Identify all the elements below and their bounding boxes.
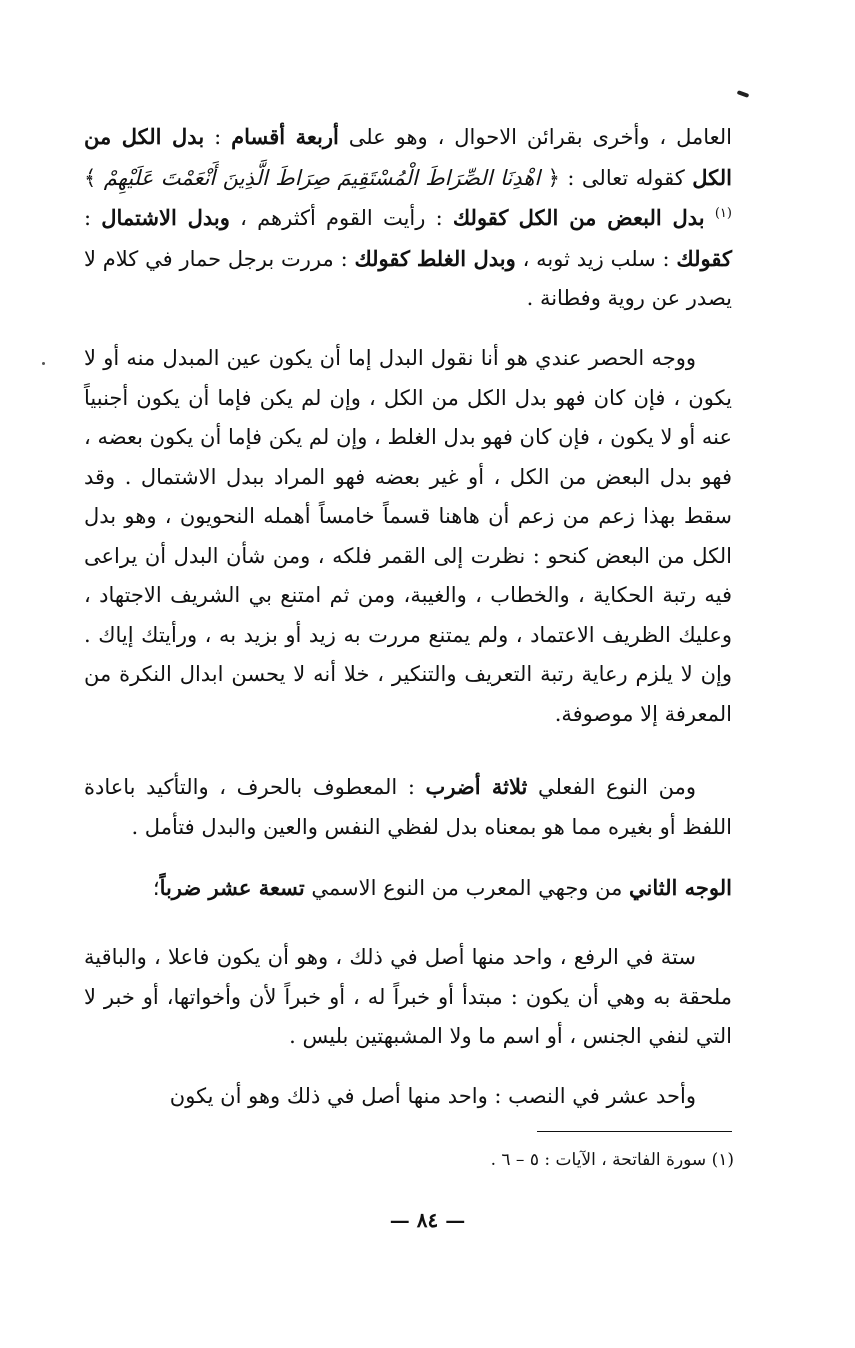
text-run: ﴾ <box>84 165 104 190</box>
text-run: : رأيت القوم أكثرهم ، <box>229 206 453 230</box>
text-run: ومن النوع الفعلي <box>527 775 696 799</box>
footnote-rule <box>537 1131 732 1132</box>
text-run <box>705 206 715 230</box>
bold-term: تسعة عشر ضرباً <box>159 875 305 900</box>
text-run: كقوله تعالى : ﴿ <box>540 165 693 190</box>
ink-dot <box>42 362 45 365</box>
paragraph-fiil <box>84 767 732 847</box>
quran-verse: اهْدِنَا الصِّرَاطَ الْمُسْتَقِيمَ صِرَاطَ الَّذِينَ أَنْعَمْتَ عَلَيْهِمْ <box>103 165 541 190</box>
ink-mark <box>737 90 750 98</box>
paragraph-badal-types <box>84 117 732 319</box>
bold-term: الوجه الثاني <box>629 875 732 900</box>
text-run <box>410 247 417 271</box>
text-run: : سلب زيد ثوبه ، <box>515 246 677 271</box>
text-run: ستة في الرفع ، واحد منها أصل في ذلك ، وهو أن يكون فاعلا ، والباقية ملحقة به وهي أن يكون : مبتدأ أو خبراً له ، أو خبراً لأن وأخواتها، أو خبر لا التي لنفي الجنس ، أو اسم ما ولا المشبهتين بليس . <box>84 945 732 1048</box>
text-run: من وجهي المعرب من النوع الاسمي <box>304 876 630 900</box>
text-run: : مررت برجل حمار في كلام لا يصدر عن روية وفطانة . <box>84 246 732 310</box>
bold-term: أربعة أقسام <box>231 124 339 149</box>
bold-term: وبدل الغلط <box>416 245 516 271</box>
paragraph-nasb <box>84 1077 732 1117</box>
bold-term: كقولك <box>354 245 411 271</box>
paragraph-wajh-thani <box>84 868 732 909</box>
text-run: ؛ <box>152 876 160 900</box>
text-run: العامل ، وأخرى بقرائن الاحوال ، وهو على <box>338 125 733 149</box>
paragraph-hasr <box>84 339 732 734</box>
text-run: : المعطوف بالحرف ، والتأكيد باعادة اللفظ أو بغيره مما هو بمعناه بدل لفظي النفس والعين والبدل فتأمل . <box>84 775 732 839</box>
bold-term: كقولك <box>676 245 732 271</box>
footnote: (١) سورة الفاتحة ، الآيات : ٥ – ٦ . <box>490 1150 734 1170</box>
footnote-ref: (١) <box>714 206 732 221</box>
text-run: : <box>84 206 102 230</box>
text-run <box>508 206 518 230</box>
bold-term: بدل البعض من الكل <box>518 205 705 230</box>
text-run: وأحد عشر في النصب : واحد منها أصل في ذلك وهو أن يكون <box>169 1084 696 1108</box>
bold-term: ثلاثة أضرب <box>425 774 528 799</box>
paragraph-raf <box>84 938 732 1057</box>
bold-term: وبدل الاشتمال <box>101 205 230 230</box>
bold-term: بدل الكل من الكل <box>84 124 732 190</box>
text-run: ووجه الحصر عندي هو أنا نقول البدل إما أن يكون عين المبدل منه أو لا يكون ، فإن كان فهو بدل الكل من الكل ، وإن لم يكن فإما أن يكون أجنبياً عنه أو لا يكون ، فإن كان فهو بدل الغلط ، وإن لم يكن فإما أن يكون بعضه ، فهو بدل البعض من الكل ، أو غير بعضه فهو المراد ببدل الاشتمال . وقد سقط بهذا زعم من زعم أن هاهنا قسماً خامساً أهمله النحويون ، وهو بدل الكل من البعض كنحو : نظرت إلى القمر فلكه ، ومن شأن البدل أن يراعى فيه رتبة الحكاية ، والخطاب ، والغيبة، ومن ثم امتنع بي الشريف الاجتهاد ، وعليك الظريف الاعتماد ، ولم يمتنع مررت به زيد أو بزيد به ، ورأيتك إياك . وإن لا يلزم رعاية رتبة التعريف والتنكير ، خلا أنه لا يحسن ابدال النكرة من المعرفة إلا موصوفة. <box>84 346 732 726</box>
bold-term: كقولك <box>452 205 509 230</box>
text-run: : <box>204 125 232 149</box>
page-number: — ٨٤ — <box>389 1208 466 1232</box>
